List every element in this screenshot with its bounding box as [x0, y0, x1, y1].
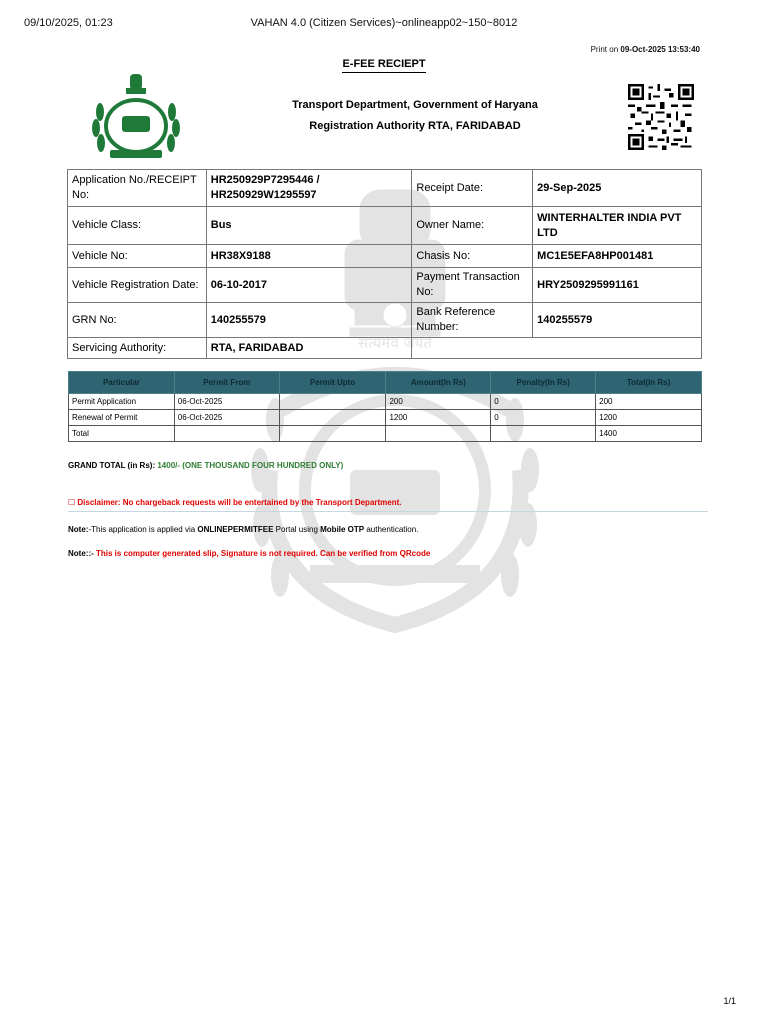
- checkbox-icon: ☐: [68, 498, 76, 507]
- fee-cell: [491, 426, 596, 442]
- grand-total-value: 1400/- (ONE THOUSAND FOUR HUNDRED ONLY): [157, 461, 344, 470]
- receipt-title: [0, 58, 768, 70]
- col-header-permit-upto: Permit Upto: [279, 372, 386, 394]
- bank-reference-label: Bank Reference Number:: [412, 303, 533, 338]
- col-header-penalty: Penalty(In Rs): [491, 372, 596, 394]
- bank-reference-value: 140255579: [533, 303, 702, 338]
- info-row: [68, 268, 702, 303]
- info-row: [68, 303, 702, 338]
- vehicle-class-value: Bus: [206, 207, 412, 245]
- divider: [68, 511, 708, 512]
- grand-total-label: GRAND TOTAL (in Rs):: [68, 461, 156, 470]
- fee-cell: 06-Oct-2025: [174, 410, 279, 426]
- grand-total: [68, 461, 343, 470]
- note-suffix: authentication.: [364, 525, 419, 534]
- table-row: [69, 394, 702, 410]
- owner-name-value: WINTERHALTER INDIA PVT LTD: [533, 207, 702, 245]
- fee-cell: 0: [491, 394, 596, 410]
- servicing-authority-value: RTA, FARIDABAD: [206, 338, 412, 359]
- receipt-date-label: Receipt Date:: [412, 170, 533, 207]
- haryana-emblem: [88, 72, 184, 162]
- note-middle: Portal using: [273, 525, 321, 534]
- qr-code: [627, 84, 695, 150]
- application-no-label: Application No./RECEIPT No:: [68, 170, 207, 207]
- department-name: Transport Department, Government of Haryana: [292, 99, 538, 111]
- disclaimer: [68, 498, 402, 507]
- fee-header-row: [69, 372, 702, 394]
- col-header-amount: Amount(In Rs): [386, 372, 491, 394]
- chassis-no-label: Chasis No:: [412, 245, 533, 268]
- fee-cell: [174, 426, 279, 442]
- fee-cell: [279, 394, 386, 410]
- fee-cell: [279, 426, 386, 442]
- fee-cell: 1400: [596, 426, 702, 442]
- fee-table: [68, 371, 702, 442]
- servicing-authority-label: Servicing Authority:: [68, 338, 207, 359]
- note-auth-method: Mobile OTP: [320, 525, 365, 534]
- fee-cell: [279, 410, 386, 426]
- info-row: [68, 207, 702, 245]
- fee-cell: Renewal of Permit: [69, 410, 175, 426]
- fee-cell: [386, 426, 491, 442]
- print-on-value: 09-Oct-2025 13:53:40: [620, 45, 700, 54]
- page-number: 1/1: [723, 996, 736, 1006]
- receipt-date-value: 29-Sep-2025: [533, 170, 702, 207]
- disclaimer-text: Disclaimer: No chargeback requests will be entertained by the Transport Department.: [77, 498, 402, 507]
- vehicle-no-label: Vehicle No:: [68, 245, 207, 268]
- table-row-total: [69, 426, 702, 442]
- empty-cell: [412, 338, 702, 359]
- fee-cell: Total: [69, 426, 175, 442]
- application-no-value: HR250929P7295446 / HR250929W1295597: [206, 170, 412, 207]
- info-row: [68, 245, 702, 268]
- registration-authority: Registration Authority RTA, FARIDABAD: [309, 120, 521, 132]
- print-datetime: 09/10/2025, 01:23: [24, 17, 113, 29]
- note-portal: [68, 525, 418, 534]
- window-title: VAHAN 4.0 (Citizen Services)~onlineapp02~150~8012: [250, 17, 518, 29]
- col-header-particular: Particular: [69, 372, 175, 394]
- print-on-label: Print on: [590, 45, 619, 54]
- vehicle-class-label: Vehicle Class:: [68, 207, 207, 245]
- col-header-permit-from: Permit From: [174, 372, 279, 394]
- fee-cell: 06-Oct-2025: [174, 394, 279, 410]
- receipt-title-text: E-FEE RECIEPT: [342, 58, 425, 73]
- note2-text: This is computer generated slip, Signature is not required. Can be verified from QRcode: [93, 549, 431, 558]
- info-row: [68, 170, 702, 207]
- registration-date-value: 06-10-2017: [206, 268, 412, 303]
- payment-transaction-label: Payment Transaction No:: [412, 268, 533, 303]
- owner-name-label: Owner Name:: [412, 207, 533, 245]
- note-label: Note:: [68, 525, 89, 534]
- fee-cell: 200: [596, 394, 702, 410]
- fee-cell: 1200: [386, 410, 491, 426]
- fee-cell: 0: [491, 410, 596, 426]
- vehicle-info-table: [67, 169, 702, 359]
- grn-no-value: 140255579: [206, 303, 412, 338]
- fee-cell: 200: [386, 394, 491, 410]
- chassis-no-value: MC1E5EFA8HP001481: [533, 245, 702, 268]
- table-row: [69, 410, 702, 426]
- grn-no-label: GRN No:: [68, 303, 207, 338]
- col-header-total: Total(In Rs): [596, 372, 702, 394]
- note-signature: [68, 549, 430, 558]
- note2-label: Note::-: [68, 549, 94, 558]
- vehicle-no-value: HR38X9188: [206, 245, 412, 268]
- fee-cell: Permit Application: [69, 394, 175, 410]
- registration-date-label: Vehicle Registration Date:: [68, 268, 207, 303]
- info-row: [68, 338, 702, 359]
- payment-transaction-value: HRY2509295991161: [533, 268, 702, 303]
- fee-cell: 1200: [596, 410, 702, 426]
- note-portal-name: ONLINEPERMITFEE: [197, 525, 274, 534]
- note-prefix: -This application is applied via: [88, 525, 198, 534]
- print-timestamp: [591, 45, 700, 54]
- watermark-motto: सत्यमेव जयते: [358, 334, 432, 352]
